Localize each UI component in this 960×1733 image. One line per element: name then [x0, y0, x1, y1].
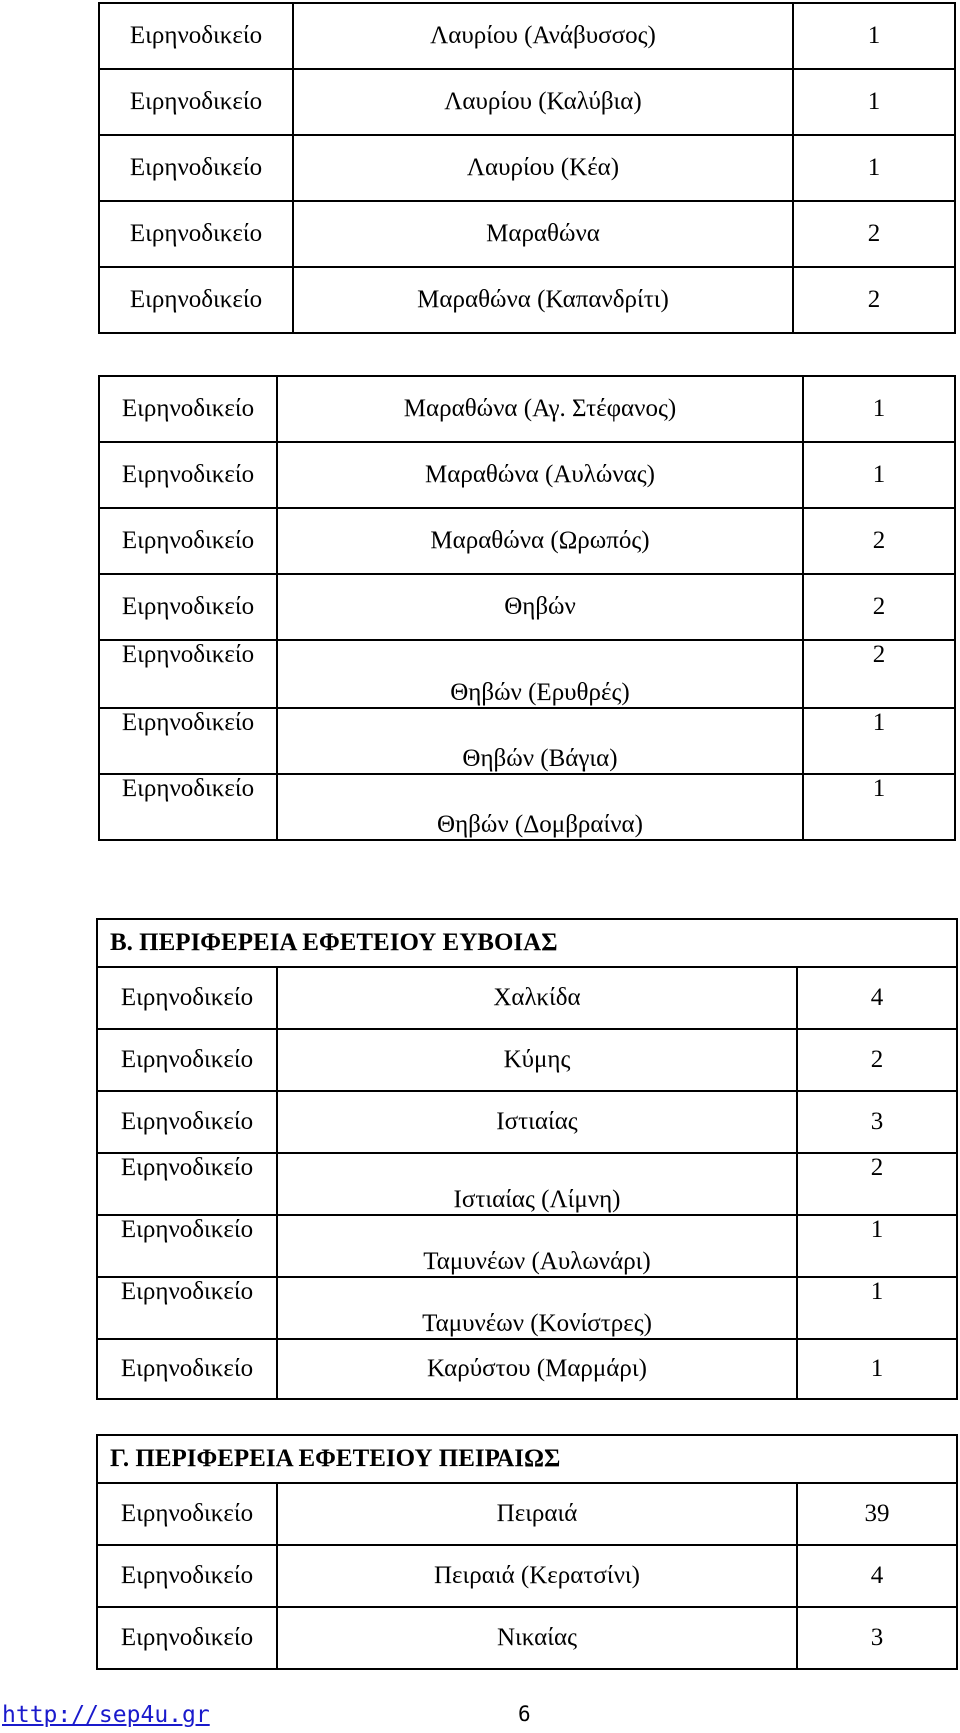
court-location: Λαυρίου (Κέα)	[293, 135, 793, 201]
courts-table-attica-part2	[98, 375, 956, 841]
court-location: Ιστιαίας	[277, 1091, 797, 1153]
table-row	[97, 1483, 957, 1545]
table-row	[99, 774, 955, 840]
court-type: Ειρηνοδικείο	[97, 1029, 277, 1091]
court-count: 4	[797, 1545, 957, 1607]
table-row	[99, 442, 955, 508]
court-count: 1	[793, 69, 955, 135]
table-row	[97, 967, 957, 1029]
table-row	[99, 201, 955, 267]
table-row	[97, 1091, 957, 1153]
table-row	[99, 708, 955, 774]
court-count: 1	[803, 774, 955, 840]
table-row	[97, 1215, 957, 1277]
court-location: Νικαίας	[277, 1607, 797, 1669]
court-count: 3	[797, 1091, 957, 1153]
court-count: 2	[793, 267, 955, 333]
court-count: 1	[797, 1277, 957, 1339]
courts-table-attica-part1	[98, 2, 956, 334]
court-location: Μαραθώνα (Αγ. Στέφανος)	[277, 376, 803, 442]
court-type: Ειρηνοδικείο	[99, 135, 293, 201]
court-location: Καρύστου (Μαρμάρι)	[277, 1339, 797, 1399]
court-count: 2	[803, 640, 955, 708]
region-header-row	[97, 919, 957, 967]
court-location: Θηβών (Ερυθρές)	[277, 640, 803, 708]
courts-table-evia	[96, 918, 958, 1400]
court-type: Ειρηνοδικείο	[99, 774, 277, 840]
table-row	[99, 3, 955, 69]
page-number: 6	[518, 1702, 531, 1726]
court-type: Ειρηνοδικείο	[99, 508, 277, 574]
court-type: Ειρηνοδικείο	[97, 1215, 277, 1277]
court-type: Ειρηνοδικείο	[97, 1277, 277, 1339]
court-count: 1	[793, 3, 955, 69]
court-location: Πειραιά (Κερατσίνι)	[277, 1545, 797, 1607]
table-row	[97, 1029, 957, 1091]
court-count: 4	[797, 967, 957, 1029]
region-title: Β. ΠΕΡΙΦΕΡΕΙΑ ΕΦΕΤΕΙΟΥ ΕΥΒΟΙΑΣ	[97, 919, 957, 967]
court-type: Ειρηνοδικείο	[97, 1607, 277, 1669]
court-location: Θηβών (Δομβραίνα)	[277, 774, 803, 840]
table-row	[97, 1545, 957, 1607]
court-count: 1	[797, 1339, 957, 1399]
court-count: 1	[803, 442, 955, 508]
court-count: 1	[797, 1215, 957, 1277]
court-count: 2	[803, 508, 955, 574]
court-location: Λαυρίου (Καλύβια)	[293, 69, 793, 135]
court-type: Ειρηνοδικείο	[97, 1483, 277, 1545]
court-count: 3	[797, 1607, 957, 1669]
court-location: Πειραιά	[277, 1483, 797, 1545]
table-row	[99, 508, 955, 574]
court-type: Ειρηνοδικείο	[99, 574, 277, 640]
court-count: 1	[793, 135, 955, 201]
court-location: Μαραθώνα (Αυλώνας)	[277, 442, 803, 508]
court-location: Μαραθώνα (Ωρωπός)	[277, 508, 803, 574]
court-type: Ειρηνοδικείο	[99, 640, 277, 708]
court-type: Ειρηνοδικείο	[99, 201, 293, 267]
court-count: 39	[797, 1483, 957, 1545]
court-type: Ειρηνοδικείο	[97, 1545, 277, 1607]
court-count: 2	[797, 1029, 957, 1091]
court-count: 1	[803, 708, 955, 774]
court-type: Ειρηνοδικείο	[99, 708, 277, 774]
footer-site-link[interactable]: http://sep4u.gr	[2, 1702, 210, 1728]
court-location: Θηβών	[277, 574, 803, 640]
court-location: Ιστιαίας (Λίμνη)	[277, 1153, 797, 1215]
court-location: Ταμυνέων (Κονίστρες)	[277, 1277, 797, 1339]
court-location: Θηβών (Βάγια)	[277, 708, 803, 774]
table-row	[99, 69, 955, 135]
court-type: Ειρηνοδικείο	[99, 69, 293, 135]
court-location: Μαραθώνα (Καπανδρίτι)	[293, 267, 793, 333]
court-type: Ειρηνοδικείο	[97, 1091, 277, 1153]
table-row	[99, 267, 955, 333]
court-location: Λαυρίου (Ανάβυσσος)	[293, 3, 793, 69]
court-type: Ειρηνοδικείο	[99, 3, 293, 69]
court-location: Κύμης	[277, 1029, 797, 1091]
table-row	[99, 376, 955, 442]
table-row	[97, 1607, 957, 1669]
table-row	[99, 640, 955, 708]
table-row	[97, 1339, 957, 1399]
court-type: Ειρηνοδικείο	[99, 442, 277, 508]
court-type: Ειρηνοδικείο	[97, 1153, 277, 1215]
court-count: 2	[793, 201, 955, 267]
court-type: Ειρηνοδικείο	[97, 1339, 277, 1399]
court-count: 2	[797, 1153, 957, 1215]
court-location: Χαλκίδα	[277, 967, 797, 1029]
court-type: Ειρηνοδικείο	[99, 376, 277, 442]
table-row	[97, 1277, 957, 1339]
courts-table-piraeus	[96, 1434, 958, 1670]
region-header-row	[97, 1435, 957, 1483]
court-count: 2	[803, 574, 955, 640]
court-location: Μαραθώνα	[293, 201, 793, 267]
table-row	[99, 574, 955, 640]
court-type: Ειρηνοδικείο	[97, 967, 277, 1029]
court-location: Ταμυνέων (Αυλωνάρι)	[277, 1215, 797, 1277]
region-title: Γ. ΠΕΡΙΦΕΡΕΙΑ ΕΦΕΤΕΙΟΥ ΠΕΙΡΑΙΩΣ	[97, 1435, 957, 1483]
court-count: 1	[803, 376, 955, 442]
court-type: Ειρηνοδικείο	[99, 267, 293, 333]
table-row	[97, 1153, 957, 1215]
table-row	[99, 135, 955, 201]
